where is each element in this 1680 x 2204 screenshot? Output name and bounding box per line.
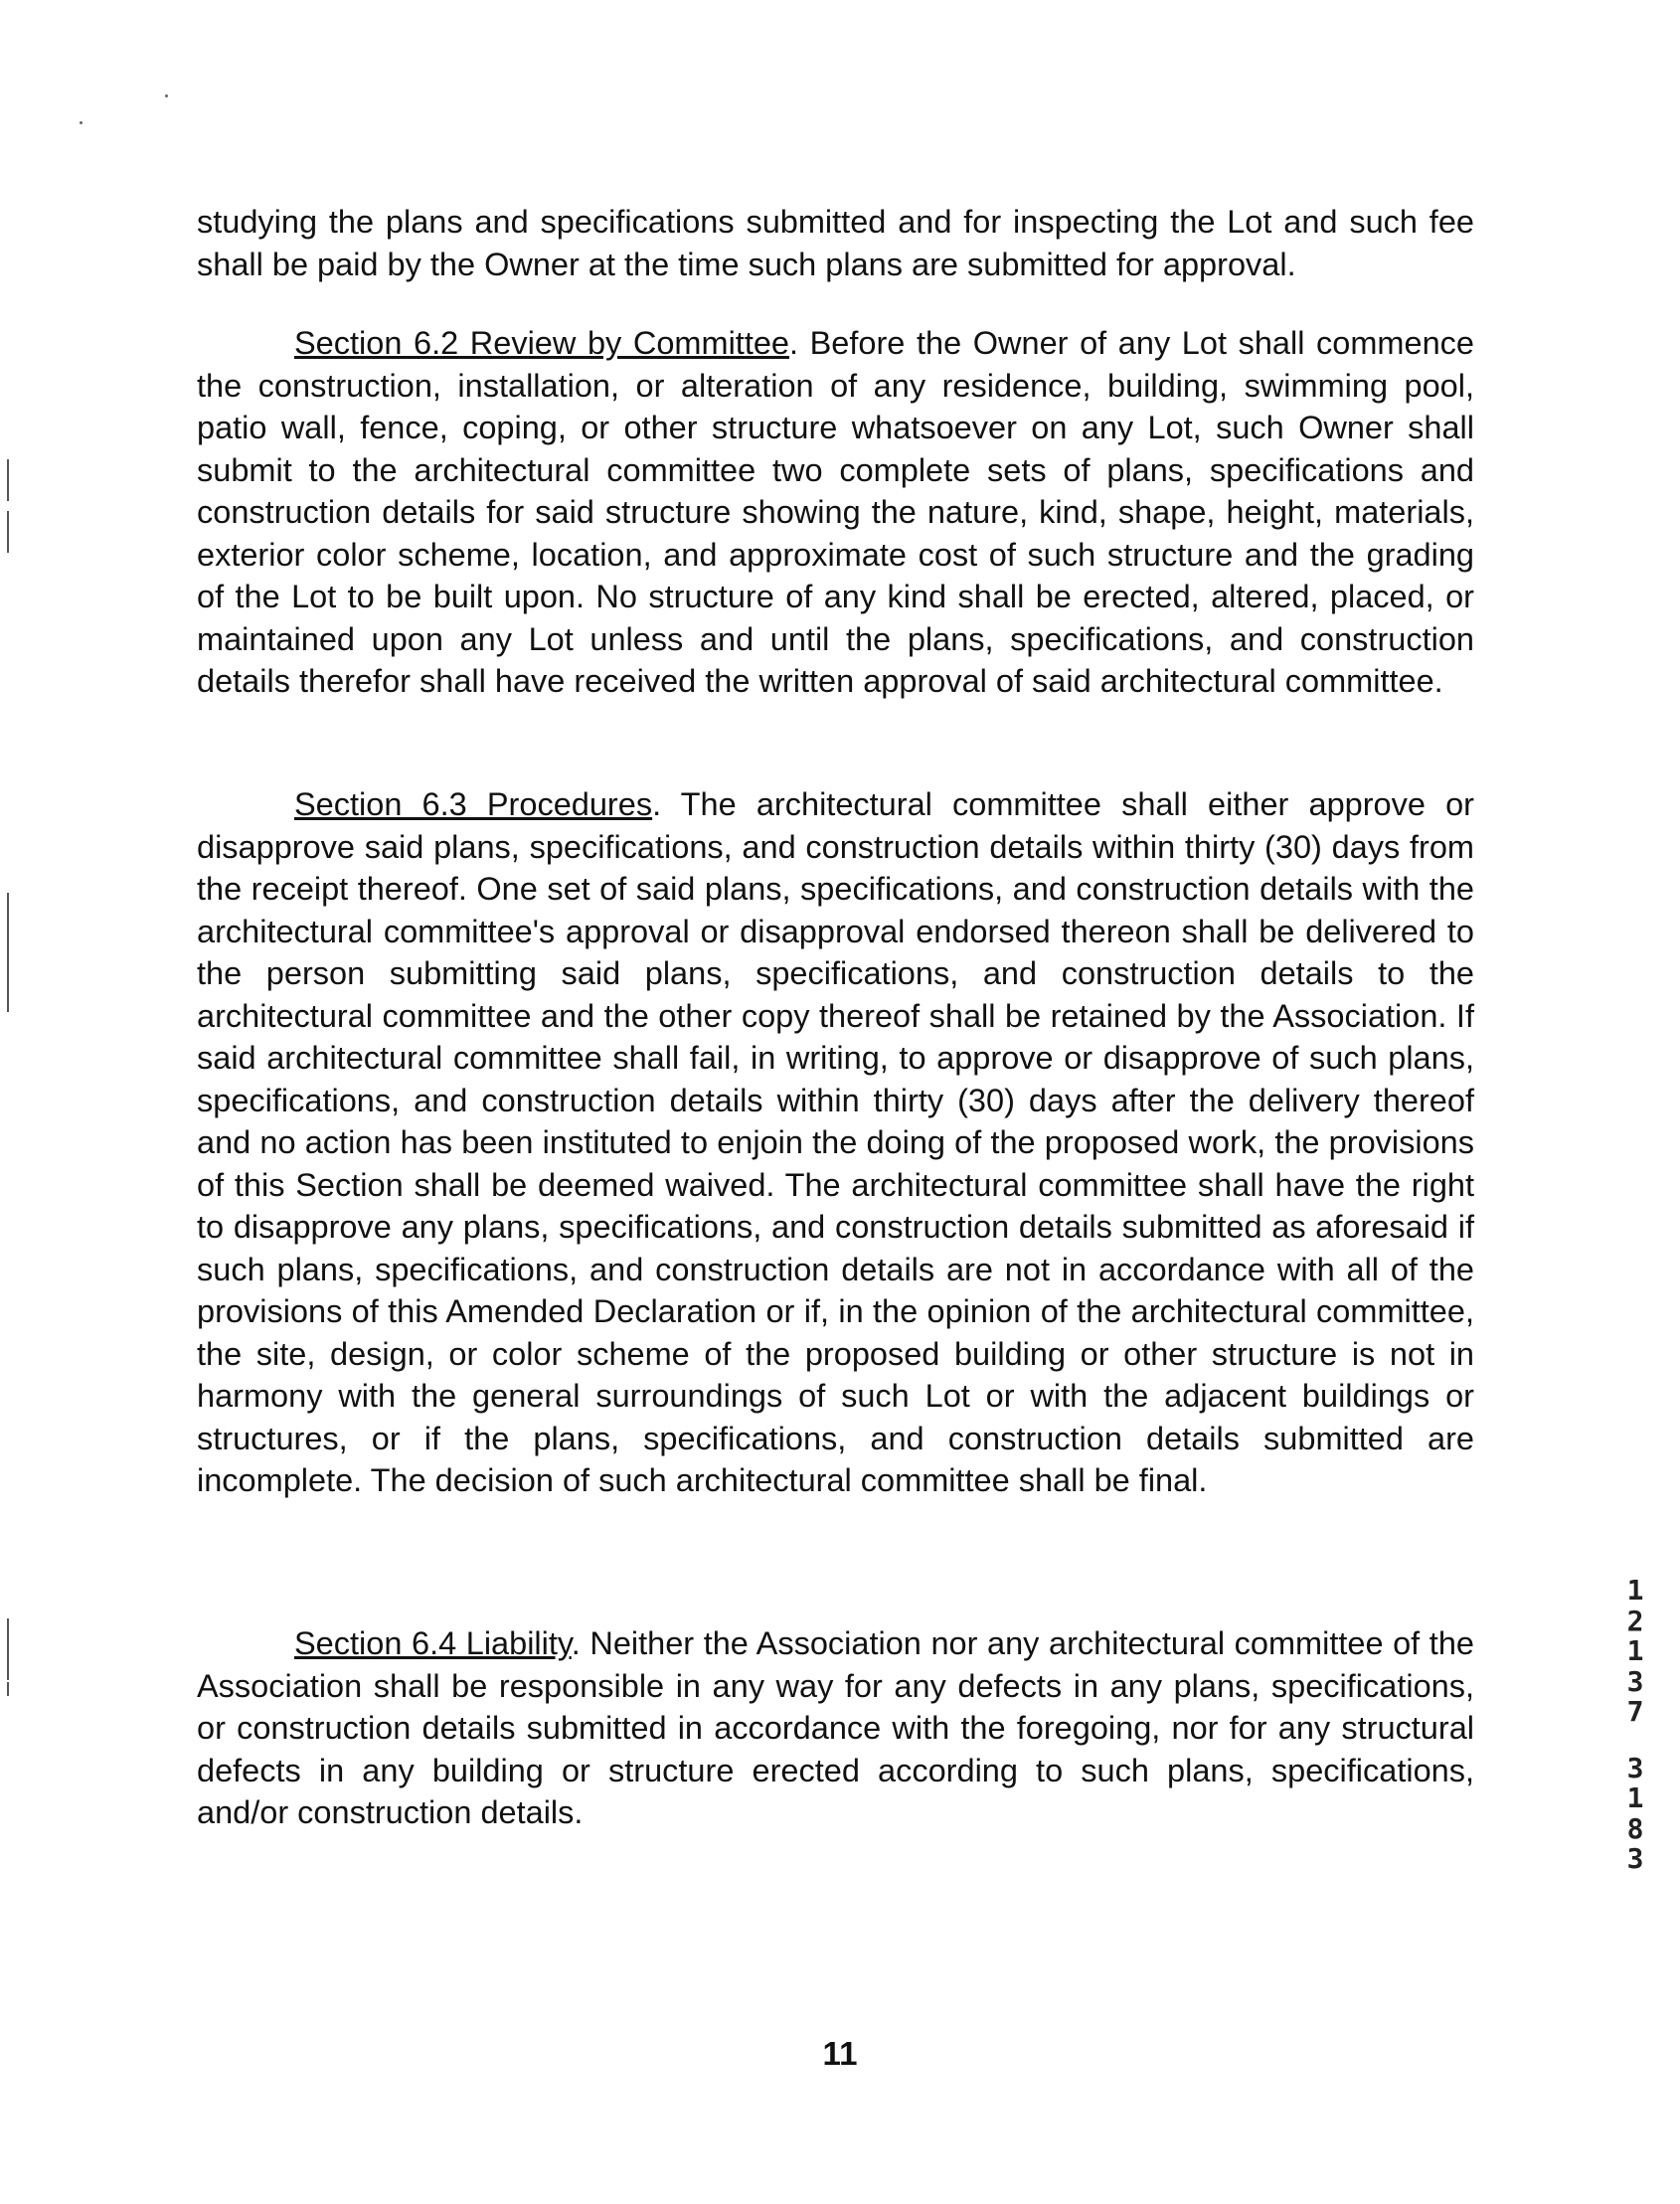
stamp-digit: 3: [1626, 1842, 1644, 1875]
stamp-digit: 8: [1626, 1811, 1644, 1845]
stamp-digit: 3: [1626, 1664, 1644, 1698]
stamp-digit: 7: [1626, 1695, 1644, 1728]
section-6-2-heading: Section 6.2 Review by Committee: [294, 325, 789, 361]
scan-margin-mark: [7, 511, 9, 553]
stamp-digit: 1: [1626, 1574, 1644, 1607]
scan-margin-mark: [7, 1618, 9, 1680]
section-6-3-heading: Section 6.3 Procedures: [294, 786, 653, 822]
scan-speck: [165, 94, 168, 97]
stamp-digit: 1: [1626, 1634, 1644, 1667]
paragraph-continuation: [197, 201, 1474, 285]
scan-margin-mark: [7, 946, 9, 1012]
section-6-2-paragraph: [197, 322, 1474, 703]
section-6-2-text: . Before the Owner of any Lot shall commence the construction, installation, or alteration of any residence, building, swimming pool, patio wall, fence, coping, or other structure whatsoever on any Lot, such Owner shall submit to the architectural committee two complete sets of plans, specifications and construction details for said structure showing the nature, kind, shape, height, materials, exterior color scheme, location, and approximate cost of such structure and the grading of the Lot to be built upon. No structure of any kind shall be erected, altered, placed, or maintained upon any Lot unless and until the plans, specifications, and construction details therefor shall have received the written approval of said architectural committee.: [197, 325, 1474, 699]
stamp-gap: [1618, 1728, 1652, 1754]
section-6-3-paragraph: [197, 783, 1474, 1502]
recording-stamp: [1618, 1576, 1652, 1875]
scan-speck: [80, 121, 83, 124]
section-6-3-text: . The architectural committee shall either approve or disapprove said plans, specifications, and construction details within thirty (30) days from the receipt thereof. One set of said plans, specifications, and construction details with the architectural committee's approval or disapproval endorsed thereon shall be delivered to the person submitting said plans, specifications, and construction details to the architectural committee and the other copy thereof shall be retained by the Association. If said architectural committee shall fail, in writing, to approve or disapprove of such plans, specifications, and construction details within thirty (30) days after the delivery thereof and no action has been instituted to enjoin the doing of the proposed work, the provisions of this Section shall be deemed waived. The architectural committee shall have the right to disapprove any plans, specifications, and construction details submitted as aforesaid if such plans, specifications, and construction details are not in accordance with all of the provisions of this Amended Declaration or if, in the opinion of the architectural committee, the site, design, or color scheme of the proposed building or other structure is not in harmony with the general surroundings of such Lot or with the adjacent buildings or structures, or if the plans, specifications, and construction details submitted are incomplete. The decision of such architectural committee shall be final.: [197, 786, 1474, 1498]
paragraph-text: studying the plans and specifications submitted and for inspecting the Lot and such fee shall be paid by the Owner at the time such plans are submitted for approval.: [197, 204, 1474, 282]
section-6-4-heading: Section 6.4 Liability: [294, 1625, 572, 1661]
scan-margin-mark: [7, 1682, 9, 1696]
section-6-4-text: . Neither the Association nor any architectural committee of the Association shall be responsible in any way for any defects in any plans, specifications, or construction details submitted in accordance with the foregoing, nor for any structural defects in any building or structure erected according to such plans, specifications, and/or construction details.: [197, 1625, 1474, 1830]
stamp-digit: 3: [1626, 1751, 1644, 1784]
scan-margin-mark: [7, 459, 9, 501]
stamp-digit: 2: [1626, 1604, 1644, 1637]
stamp-digit: 1: [1626, 1781, 1644, 1814]
scan-margin-mark: [7, 893, 9, 936]
section-6-4-paragraph: [197, 1622, 1474, 1834]
page-number: 11: [822, 2035, 858, 2072]
